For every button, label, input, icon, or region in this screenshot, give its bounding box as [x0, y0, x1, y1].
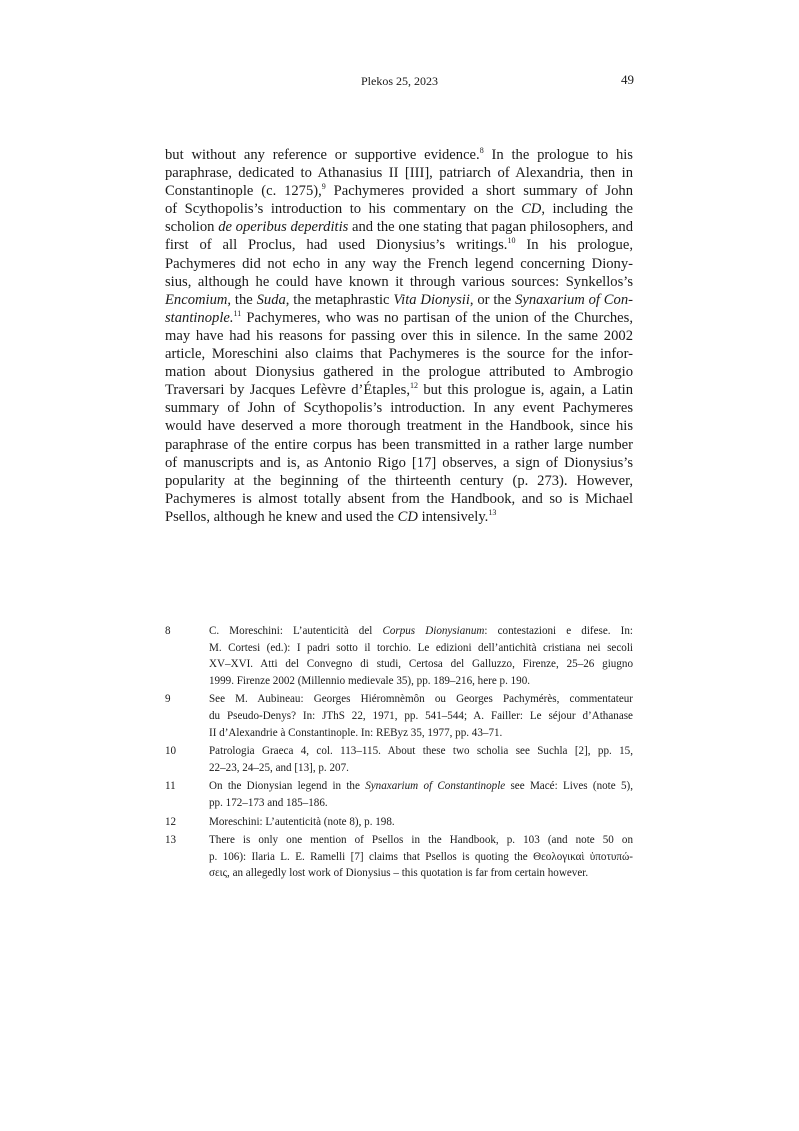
text-run: pp. 172–173 and 185–186.	[209, 796, 328, 809]
text-line	[209, 725, 633, 742]
text-line	[209, 832, 633, 849]
text-run: mation about Dionysius gathered in the prologue attributed to Ambrogio	[165, 364, 633, 381]
text-run: paraphrase, dedicated to Athanasius II [III], patriarch of Alexandria, then in	[165, 165, 633, 182]
text-run: see Macé: Lives (note 5),	[505, 780, 633, 793]
footnote-text	[209, 778, 633, 811]
text-run: , or the	[469, 291, 516, 308]
text-line	[209, 691, 633, 708]
footnote-reference: 8	[479, 145, 484, 155]
italic-text: Vita Dionysii	[393, 291, 470, 308]
text-run: but without any reference or supportive evidence.	[165, 147, 480, 163]
footnote	[165, 743, 633, 776]
text-line	[209, 640, 633, 657]
text-run: of Scythopolis’s introduction to his commentary on the	[165, 201, 522, 218]
text-run: , the	[227, 291, 257, 308]
text-run: Pachymeres did not echo in any way the French legend concerning Diony-	[165, 255, 633, 272]
text-run: , including the	[541, 201, 633, 218]
text-run: sius, although he could have known it through various sources: Synkellos’s	[165, 273, 633, 290]
text-run: popularity at the beginning of the thirteenth century (p. 273). However,	[165, 472, 633, 489]
text-run: M. Cortesi (ed.): I padri sotto il torchio. Le edizioni dell’antichità cristiana nei secoli	[209, 641, 633, 654]
italic-text: Synaxarium of Constantinople	[365, 780, 506, 793]
text-run: C. Moreschini: L’autenticità del	[209, 625, 383, 637]
footnote-reference: 13	[488, 507, 497, 517]
text-run: first of all Proclus, had used Dionysius’s writings.	[165, 237, 508, 254]
running-title: Plekos 25, 2023	[360, 74, 438, 88]
text-run: would have deserved a more thorough treatment in the Handbook, since his	[165, 418, 633, 435]
text-line	[165, 218, 633, 236]
page-number: 49	[621, 72, 634, 87]
text-line	[165, 363, 633, 381]
text-run: There is only one mention of Psellos in the Handbook, p. 103 (and note 50 on	[209, 834, 633, 847]
footnote-reference: 10	[507, 236, 516, 246]
italic-text: CD	[521, 201, 542, 218]
text-run: summary of John of Scythopolis’s introduction. In any event Pachymeres	[165, 400, 633, 417]
text-run: may have had his reasons for passing over this in silence. In the same 2002	[165, 327, 633, 344]
footnote-text	[209, 814, 633, 831]
text-line	[209, 865, 633, 882]
text-run: article, Moreschini also claims that Pachymeres is the source for the infor-	[165, 346, 633, 363]
footnote	[165, 691, 633, 741]
text-run: 1999. Firenze 2002 (Millennio medievale 35), pp. 189–216, here p. 190.	[209, 674, 531, 687]
text-run: See M. Aubineau: Georges Hiéromnèmôn ou Georges Pachymérès, commentateur	[209, 693, 633, 706]
text-line	[209, 849, 633, 866]
footnotes	[165, 623, 633, 884]
text-line	[165, 454, 633, 472]
text-run: Constantinople (c. 1275),	[165, 183, 322, 200]
text-line	[209, 795, 633, 812]
text-run: : contestazioni e difese. In:	[484, 625, 633, 637]
text-line	[165, 273, 633, 291]
italic-text: de operibus deperditis	[218, 219, 349, 236]
text-run: On the Dionysian legend in the	[209, 780, 366, 793]
italic-text: Encomium	[165, 291, 228, 308]
footnote-text	[209, 832, 633, 882]
text-run: Pachymeres is almost totally absent from the Handbook, and so is Michael	[165, 490, 633, 507]
text-line	[165, 255, 633, 273]
text-line	[209, 814, 633, 831]
text-run: Traversari by Jacques Lefèvre d’Étaples,	[165, 382, 410, 399]
text-line	[165, 182, 633, 200]
italic-text: CD	[397, 508, 418, 525]
text-line	[165, 200, 633, 218]
text-run: Psellos, although he knew and used the	[165, 508, 398, 525]
text-run: intensively.	[417, 508, 489, 525]
text-line	[209, 708, 633, 725]
text-run: Patrologia Graeca 4, col. 113–115. About these two scholia see Suchla [2], pp. 15,	[209, 745, 633, 758]
footnote-number: 8	[165, 625, 171, 637]
main-text	[165, 146, 633, 526]
footnote-text	[209, 691, 633, 741]
text-run: Moreschini: L’autenticità (note 8), p. 198.	[209, 815, 395, 828]
footnote-reference: 9	[321, 182, 326, 192]
footnote-number: 12	[165, 815, 177, 828]
footnote	[165, 778, 633, 811]
text-run: p. 106): Ilaria L. E. Ramelli [7] claims that Psellos is quoting the Θεολογικαὶ ὑποτυπώ-	[209, 850, 633, 863]
text-run: σεις, an allegedly lost work of Dionysius – this quotation is far from certain however.	[209, 867, 589, 880]
text-line	[209, 623, 633, 640]
footnote-reference: 11	[233, 308, 242, 318]
text-line	[165, 309, 633, 327]
text-run: II d’Alexandrie à Constantinople. In: REByz 35, 1977, pp. 43–71.	[209, 726, 503, 739]
text-run: Pachymeres, who was no partisan of the union of the Churches,	[241, 309, 633, 326]
text-run: scholion	[165, 219, 219, 236]
text-line	[165, 508, 633, 526]
text-line	[209, 760, 633, 777]
footnote-number: 10	[165, 745, 177, 758]
text-line	[165, 345, 633, 363]
text-run: 22–23, 24–25, and [13], p. 207.	[209, 761, 349, 774]
text-line	[209, 778, 633, 795]
text-line	[165, 164, 633, 182]
text-line	[165, 436, 633, 454]
text-run: and the one stating that pagan philosophers, and	[348, 219, 633, 236]
text-run: XV–XVI. Atti del Convegno di studi, Certosa del Galluzzo, Firenze, 25–26 giugno	[209, 658, 633, 671]
footnote	[165, 832, 633, 882]
text-run: paraphrase of the entire corpus has been transmitted in a rather large number	[165, 436, 633, 453]
text-line	[165, 399, 633, 417]
text-line	[165, 490, 633, 508]
italic-text: Suda	[256, 291, 286, 308]
italic-text: Corpus Dionysianum	[382, 625, 485, 637]
text-run: Pachymeres provided a short summary of John	[325, 183, 633, 200]
footnote	[165, 623, 633, 689]
italic-text: stantinople.	[165, 309, 234, 326]
footnote-text	[209, 743, 633, 776]
text-run: du Pseudo-Denys? In: JThS 22, 1971, pp. 541–544; A. Failler: Le séjour d’Athanase	[209, 709, 633, 722]
text-line	[209, 673, 633, 690]
text-line	[209, 743, 633, 760]
footnote-text	[209, 623, 633, 689]
text-run: , the metaphrastic	[285, 291, 394, 308]
text-line	[165, 291, 633, 309]
text-line	[165, 417, 633, 435]
text-line	[165, 381, 633, 399]
italic-text: Synaxarium of Con-	[515, 291, 633, 308]
text-run: of manuscripts and is, as Antonio Rigo [17] observes, a sign of Dionysius’s	[165, 454, 633, 471]
text-line	[209, 656, 633, 673]
text-run: but this prologue is, again, a Latin	[417, 382, 633, 399]
text-line	[165, 327, 633, 345]
footnote-reference: 12	[409, 381, 418, 391]
footnote-number: 9	[165, 693, 171, 706]
footnote-number: 11	[165, 780, 176, 793]
text-run: In the prologue to his	[483, 147, 633, 163]
footnote-number: 13	[165, 834, 177, 847]
text-run: In his prologue,	[515, 237, 633, 254]
text-line	[165, 146, 633, 164]
footnote	[165, 814, 633, 831]
text-line	[165, 472, 633, 490]
text-line	[165, 236, 633, 254]
